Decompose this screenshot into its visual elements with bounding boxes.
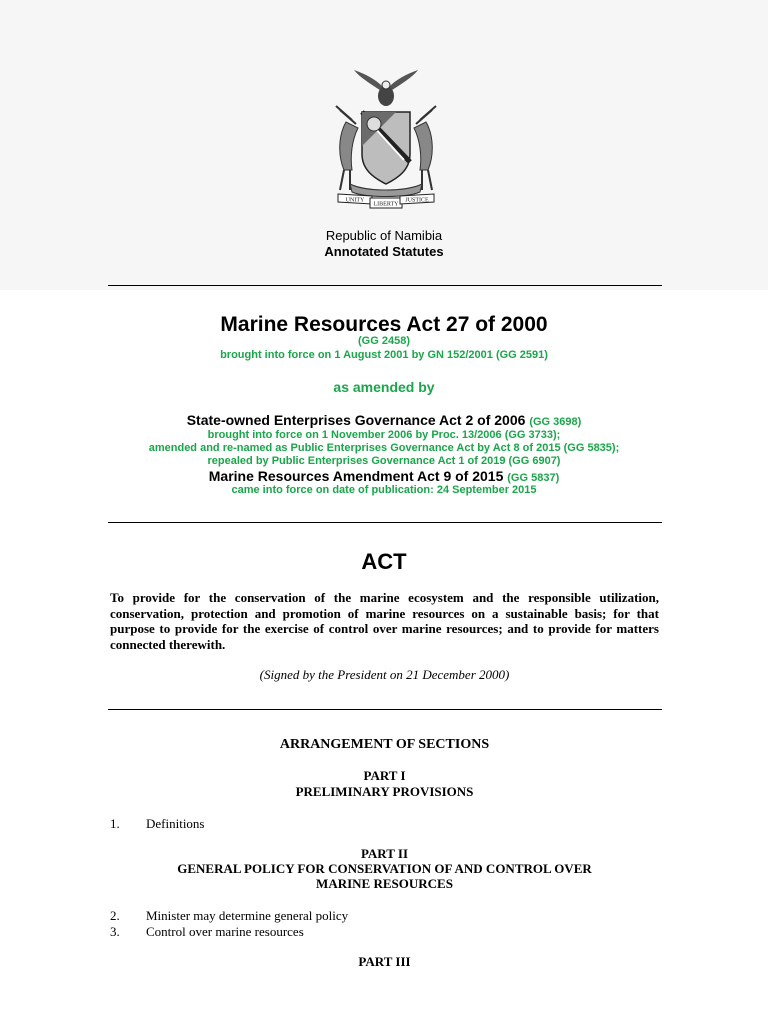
coat-of-arms-icon — [316, 66, 456, 212]
part-title: GENERAL POLICY FOR CONSERVATION OF AND CONTROL OVER — [177, 861, 592, 876]
section-number: 2. — [110, 908, 120, 923]
amendment-gazette: (GG 5837) — [507, 472, 560, 484]
act-gazette: (GG 2458) — [358, 335, 410, 347]
amendment-note: came into force on date of publication: 24 September 2015 — [231, 484, 537, 496]
section-title: Definitions — [146, 816, 205, 831]
amendment-gazette: (GG 3698) — [529, 416, 582, 428]
republic-name: Republic of Namibia — [325, 228, 443, 243]
section-number: 1. — [110, 816, 120, 831]
collection-name: Annotated Statutes — [324, 244, 444, 259]
motto-word: UNITY — [345, 197, 365, 204]
act-commencement: brought into force on 1 August 2001 by GN 152/2001 (GG 2591) — [220, 349, 548, 361]
divider — [108, 285, 662, 286]
part-number: PART I — [363, 768, 406, 783]
part-title: PRELIMINARY PROVISIONS — [295, 784, 474, 799]
amendment-note: amended and re-named as Public Enterprises Governance Act by Act 8 of 2015 (GG 5835); — [148, 442, 620, 454]
divider — [108, 522, 662, 523]
amendment-name: Marine Resources Amendment Act 9 of 2015 — [208, 468, 504, 484]
section-title: Control over marine resources — [146, 924, 304, 939]
amendment-name: State-owned Enterprises Governance Act 2 of 2006 — [186, 412, 526, 428]
long-title: To provide for the conservation of the marine ecosystem and the responsible utilization, conservation, protection and promotion of marine resources on a sustainable basis; for that purpose to provide for the exercise of control over marine resources; and to provide for matters connected therewith. — [110, 590, 659, 652]
amendment-note: brought into force on 1 November 2006 by Proc. 13/2006 (GG 3733); — [207, 429, 561, 441]
amended-by-label: as amended by — [333, 379, 435, 395]
divider — [108, 709, 662, 710]
arrangement-heading: ARRANGEMENT OF SECTIONS — [279, 737, 490, 752]
motto-word: JUSTICE — [405, 197, 429, 204]
amendment-note: repealed by Public Enterprises Governance Act 1 of 2019 (GG 6907) — [207, 455, 561, 467]
section-title: Minister may determine general policy — [146, 908, 349, 923]
motto-word: LIBERTY — [373, 201, 399, 208]
act-heading: ACT — [361, 549, 407, 574]
section-number: 3. — [110, 924, 120, 939]
part-number: PART III — [358, 954, 411, 969]
part-number: PART II — [360, 846, 409, 861]
part-title: MARINE RESOURCES — [316, 876, 453, 891]
signed-note: (Signed by the President on 21 December 2000) — [259, 667, 510, 682]
act-title: Marine Resources Act 27 of 2000 — [220, 313, 548, 336]
